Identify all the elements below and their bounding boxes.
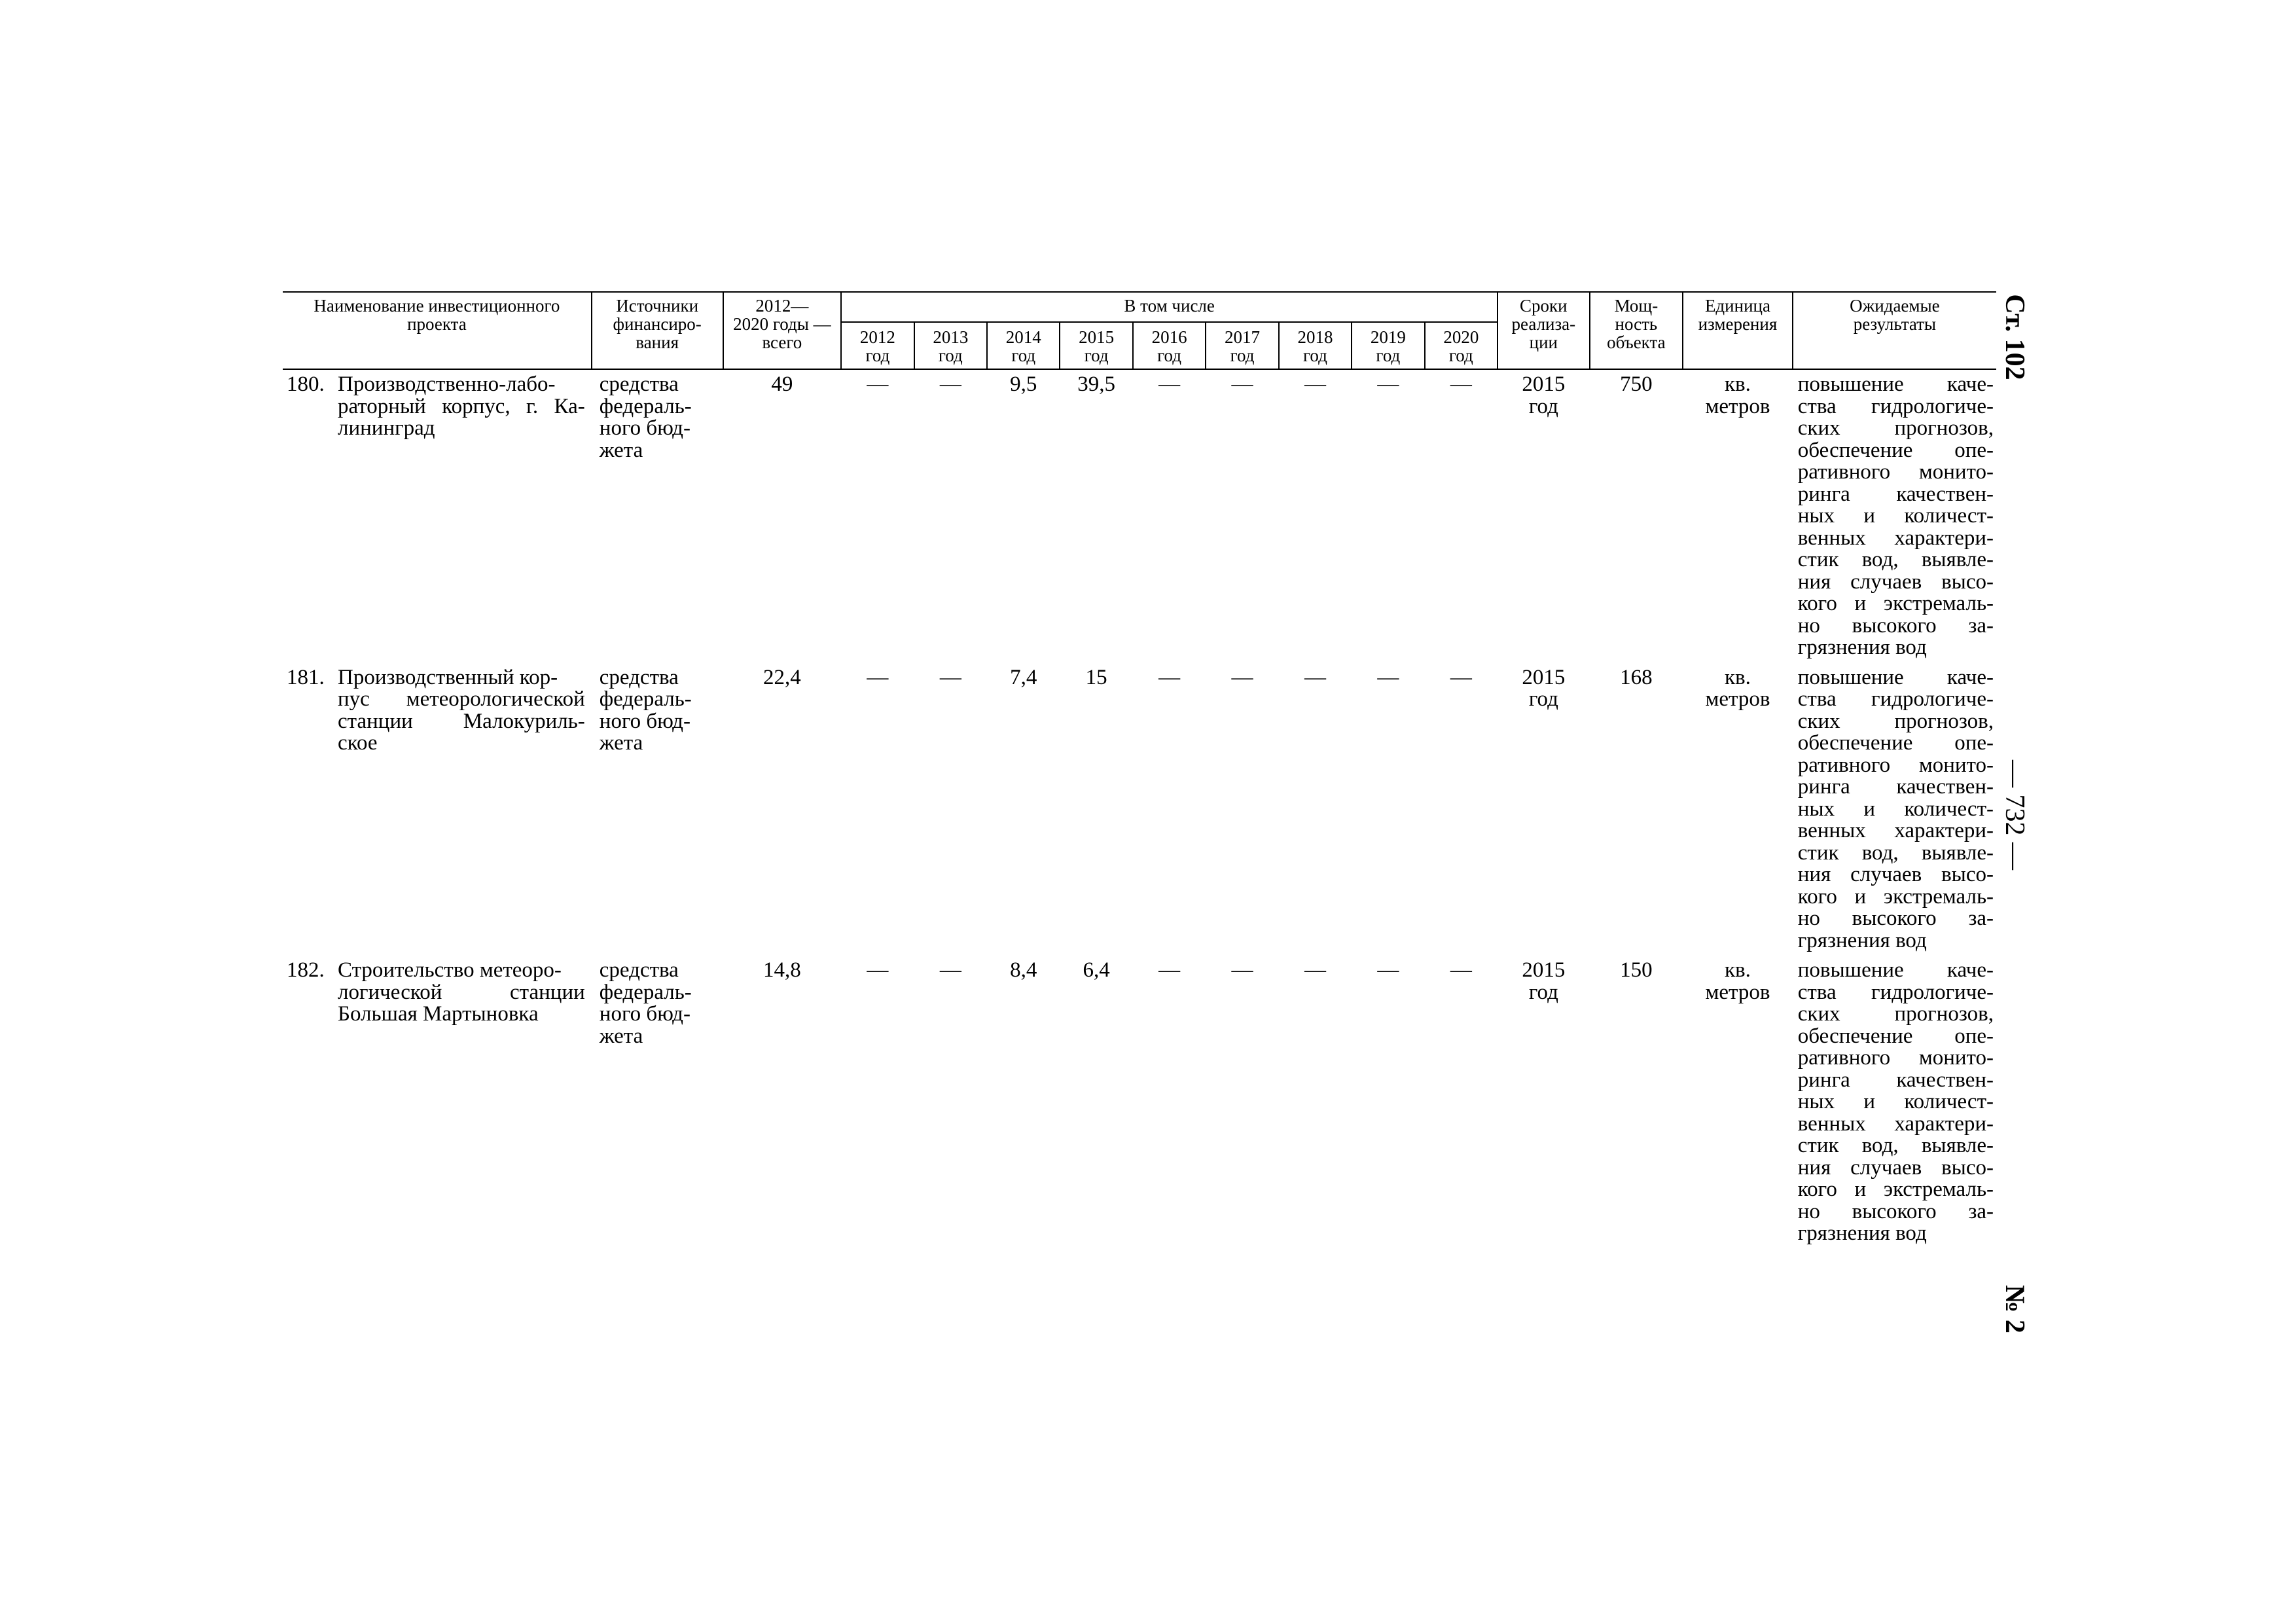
funding-source-cell: средства федераль- ного бюд- жета	[599, 958, 692, 1048]
year-value-cell: —	[1377, 665, 1399, 689]
year-value-cell: —	[1377, 958, 1399, 982]
header-project-name: Наименование инвестиционного проекта	[283, 292, 592, 369]
year-value-cell: —	[939, 372, 961, 396]
year-value-cell: —	[1450, 372, 1472, 396]
header-funding-sources: Источники финансиро- вания	[592, 292, 723, 369]
year-value-cell: —	[867, 665, 889, 689]
term-cell: 2015 год	[1522, 958, 1566, 1004]
total-cell: 49	[771, 372, 793, 396]
header-year: 2020 год	[1425, 322, 1498, 369]
table-body	[283, 369, 1996, 1249]
header-year: 2017 год	[1206, 322, 1278, 369]
header-capacity: Мощ- ность объекта	[1590, 292, 1683, 369]
year-value-cell: —	[939, 958, 961, 982]
header-year: 2013 год	[914, 322, 987, 369]
table-row	[283, 369, 1996, 663]
term-cell: 2015 год	[1522, 372, 1566, 418]
unit-cell: кв. метров	[1705, 372, 1770, 418]
year-value-cell: —	[939, 665, 961, 689]
row-number: 180.	[287, 372, 325, 396]
year-value-cell: 7,4	[1010, 665, 1037, 689]
row-number: 181.	[287, 665, 325, 689]
year-value-cell: —	[1450, 665, 1472, 689]
header-year: 2016 год	[1133, 322, 1206, 369]
year-value-cell: —	[1304, 665, 1326, 689]
year-value-cell: —	[1231, 958, 1253, 982]
year-value-cell: —	[867, 958, 889, 982]
year-value-cell: —	[1158, 665, 1181, 689]
header-expected-results: Ожидаемые результаты	[1793, 292, 1996, 369]
page-reference: Ст. 102	[2000, 294, 2030, 380]
project-name-cell: 180. Производственно-лабо- раторный корпус, г. Ка- лининград	[287, 372, 585, 440]
header-year: 2014 год	[987, 322, 1060, 369]
year-value-cell: —	[1158, 372, 1181, 396]
header-implementation-terms: Сроки реализа- ции	[1498, 292, 1590, 369]
total-cell: 14,8	[762, 958, 801, 982]
header-including: В том числе	[841, 292, 1498, 322]
year-value-cell: —	[1231, 372, 1253, 396]
expected-results-cell: повышение каче- ства гидрологиче- ских прогнозов, обеспечение опе- ративного монито- ринга качествен- ных и количест- венных характери- стик вод, выявле- ния случаев высо- кого и экстремаль- но высокого за- грязнения вод	[1797, 665, 1994, 952]
capacity-cell: 150	[1620, 958, 1653, 982]
year-value-cell: —	[1450, 958, 1472, 982]
year-value-cell: 8,4	[1010, 958, 1037, 982]
header-unit: Единица измерения	[1683, 292, 1793, 369]
year-value-cell: —	[1304, 958, 1326, 982]
table-header	[283, 292, 1996, 369]
year-value-cell: 39,5	[1077, 372, 1116, 396]
row-number: 182.	[287, 958, 325, 982]
project-name-cell: 181. Производственный кор- пус метеорологической станции Малокуриль- ское	[287, 665, 585, 755]
header-year: 2019 год	[1352, 322, 1424, 369]
year-value-cell: —	[1377, 372, 1399, 396]
header-year: 2015 год	[1060, 322, 1132, 369]
page-number: — 732 —	[2000, 760, 2030, 870]
expected-results-cell: повышение каче- ства гидрологиче- ских прогнозов, обеспечение опе- ративного монито- ринга качествен- ных и количест- венных характери- стик вод, выявле- ния случаев высо- кого и экстремаль- но высокого за- грязнения вод	[1797, 958, 1994, 1245]
year-value-cell: 6,4	[1083, 958, 1110, 982]
header-total-2012-2020: 2012— 2020 годы — всего	[723, 292, 842, 369]
project-name-cell: 182. Строительство метеоро- логической станции Большая Мартыновка	[287, 958, 585, 1026]
year-value-cell: —	[1158, 958, 1181, 982]
investment-projects-table	[283, 291, 1996, 1249]
funding-source-cell: средства федераль- ного бюд- жета	[599, 665, 692, 755]
funding-source-cell: средства федераль- ного бюд- жета	[599, 372, 692, 462]
capacity-cell: 750	[1620, 372, 1653, 396]
term-cell: 2015 год	[1522, 665, 1566, 711]
year-value-cell: 15	[1085, 665, 1107, 689]
issue-number: № 2	[2000, 1285, 2030, 1333]
year-value-cell: 9,5	[1010, 372, 1037, 396]
year-value-cell: —	[1304, 372, 1326, 396]
year-value-cell: —	[1231, 665, 1253, 689]
unit-cell: кв. метров	[1705, 665, 1770, 711]
table-row	[283, 956, 1996, 1249]
header-row-main	[283, 292, 1996, 322]
header-year: 2018 год	[1279, 322, 1352, 369]
capacity-cell: 168	[1620, 665, 1653, 689]
expected-results-cell: повышение каче- ства гидрологиче- ских прогнозов, обеспечение опе- ративного монито- ринга качествен- ных и количест- венных характери- стик вод, выявле- ния случаев высо- кого и экстремаль- но высокого за- грязнения вод	[1797, 372, 1994, 659]
year-value-cell: —	[867, 372, 889, 396]
header-year: 2012 год	[841, 322, 914, 369]
unit-cell: кв. метров	[1705, 958, 1770, 1004]
table-row	[283, 663, 1996, 956]
total-cell: 22,4	[762, 665, 801, 689]
